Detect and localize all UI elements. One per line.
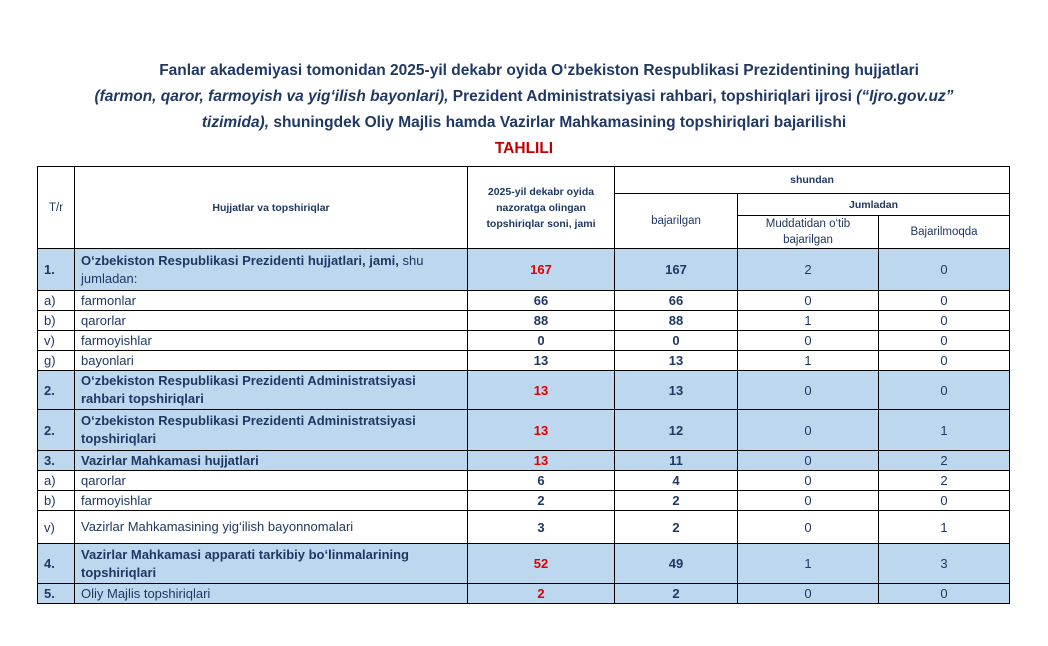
- table-row: 2. O‘zbekiston Respublikasi Prezidenti Administratsiyasi topshiriqlari 13 12 0 1: [38, 410, 1010, 451]
- table-row: 4. Vazirlar Mahkamasi apparati tarkibiy bo‘linmalarining topshiriqlari 52 49 1 3: [38, 544, 1010, 584]
- table-row: a) farmonlar 66 66 0 0: [38, 291, 1010, 311]
- title-line-2: (farmon, qaror, farmoyish va yig‘ilish bayonlari), Prezident Administratsiyasi rahbari, topshiriqlari ijrosi (“Ijro.gov.uz”: [94, 88, 954, 105]
- header-bajarilgan: bajarilgan: [615, 194, 738, 249]
- header-bajarilmoqda: Bajarilmoqda: [879, 216, 1010, 249]
- table-row: 5. Oliy Majlis topshiriqlari 2 2 0 0: [38, 584, 1010, 604]
- title-line-1: Fanlar akademiyasi tomonidan 2025-yil dekabr oyida O‘zbekiston Respublikasi Prezidentining hujjatlari: [159, 62, 919, 79]
- table-row: b) qarorlar 88 88 1 0: [38, 311, 1010, 331]
- header-shundan: shundan: [615, 167, 1010, 194]
- header-total: 2025-yil dekabr oyida nazoratga olingan topshiriqlar soni, jami: [468, 167, 615, 249]
- header-muddatidan: Muddatidan o‘tib bajarilgan: [738, 216, 879, 249]
- report-title: [40, 58, 1008, 162]
- table-row: 1. O‘zbekiston Respublikasi Prezidenti hujjatlari, jami, shu jumladan: 167 167 2 0: [38, 249, 1010, 291]
- table-row: 2. O‘zbekiston Respublikasi Prezidenti Administratsiyasi rahbari topshiriqlari 13 13 0 0: [38, 371, 1010, 410]
- title-line-3: tizimida), shuningdek Oliy Majlis hamda Vazirlar Mahkamasining topshiriqlari bajarilishi: [201, 114, 847, 131]
- table-row: 3. Vazirlar Mahkamasi hujjatlari 13 11 0 2: [38, 451, 1010, 471]
- analysis-table: [37, 166, 1010, 604]
- table-row: b) farmoyishlar 2 2 0 0: [38, 491, 1010, 511]
- header-jumladan: Jumladan: [738, 194, 1010, 216]
- header-tr: T/r: [38, 167, 75, 249]
- title-tahlili: TAHLILI: [494, 140, 554, 157]
- header-docs: Hujjatlar va topshiriqlar: [75, 167, 468, 249]
- table-row: g) bayonlari 13 13 1 0: [38, 351, 1010, 371]
- table-row: a) qarorlar 6 4 0 2: [38, 471, 1010, 491]
- table-row: v) Vazirlar Mahkamasining yig‘ilish bayonnomalari 3 2 0 1: [38, 511, 1010, 544]
- table-row: v) farmoyishlar 0 0 0 0: [38, 331, 1010, 351]
